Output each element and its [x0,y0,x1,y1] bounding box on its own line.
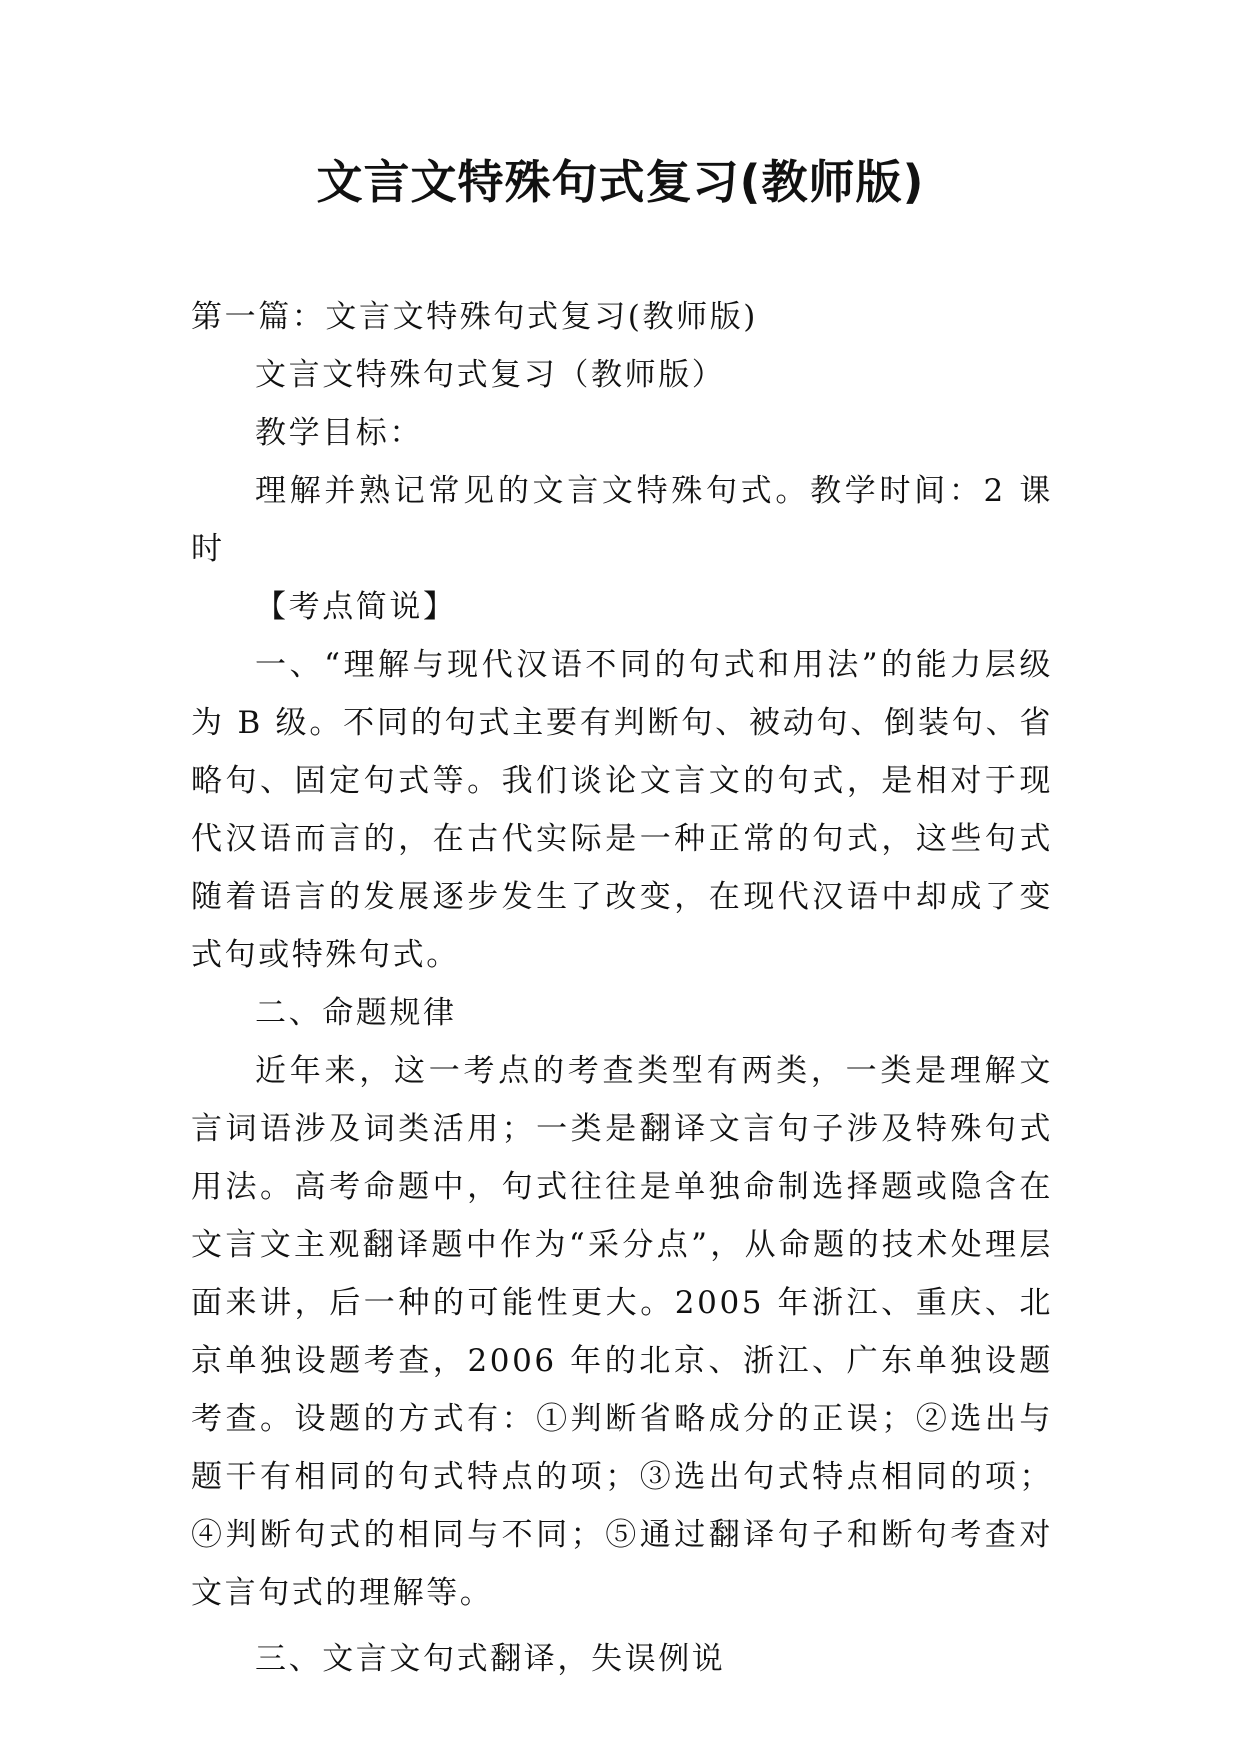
chapter-heading: 第一篇：文言文特殊句式复习(教师版) [191,299,758,335]
paragraph-ability-level: 一、“理解与现代汉语不同的句式和用法”的能力层级为 B 级。不同的句式主要有判断句、被动句、倒装句、省略句、固定句式等。我们谈论文言文的句式，是相对于现代汉语而言的，在古代实际是一种正常的句式，这些句式随着语言的发展逐步发生了改变，在现代汉语中却成了变式句或特殊句式。 [191,647,1053,973]
section-label: 【考点简说】 [255,589,457,625]
document-title: 文言文特殊句式复习(教师版) [316,155,925,209]
paragraph-exam-pattern: 近年来，这一考点的考查类型有两类，一类是理解文言词语涉及词类活用；一类是翻译文言句子涉及特殊句式用法。高考命题中，句式往往是单独命制选择题或隐含在文言文主观翻译题中作为“采分点”，从命题的技术处理层面来讲，后一种的可能性更大。2005 年浙江、重庆、北京单独设题考查，2006 年的北京、浙江、广东单独设题考查。设题的方式有：①判断省略成分的正误；②选出与题干有相同的句式特点的项；③选出句式特点相同的项；④判断句式的相同与不同；⑤通过翻译句子和断句考查对文言句式的理解等。 [191,1053,1053,1611]
objectives-text: 理解并熟记常见的文言文特殊句式。教学时间：2 课时 [191,473,1053,567]
document-body [191,288,1053,1688]
objectives-label: 教学目标： [255,415,423,451]
subtitle: 文言文特殊句式复习（教师版） [255,357,726,393]
paragraph-translation-heading: 三、文言文句式翻译，失误例说 [255,1641,726,1677]
paragraph-spacer [191,1622,1053,1630]
paragraph-exam-pattern-heading: 二、命题规律 [255,995,457,1031]
